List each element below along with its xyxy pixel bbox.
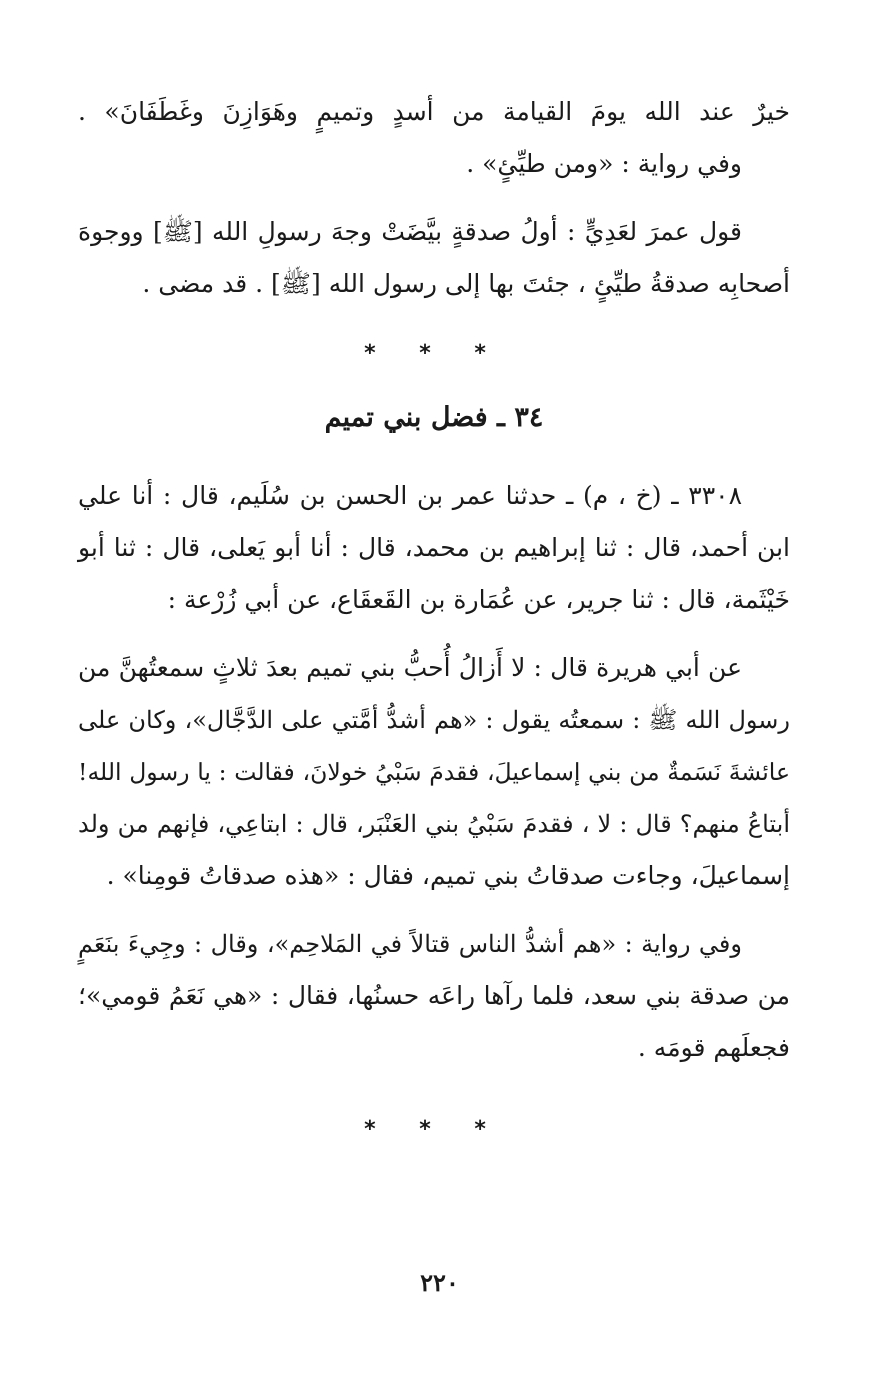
- riwaya-block: [78, 918, 790, 1074]
- section-separator: * * *: [364, 1117, 504, 1142]
- page-body: [78, 86, 790, 1150]
- intro-block: [78, 86, 790, 310]
- section-heading: ٣٤ ـ فضل بني تميم: [324, 402, 544, 433]
- riwaya-line: فجعلَهم قومَه .: [637, 1033, 790, 1062]
- hadith-line: أبتاعُ منهم؟ قال : لا ، فقدمَ سَبْيُ بني العَنْبَر، قال : ابتاعِي، فإنهم من ولد: [78, 810, 790, 838]
- hadith-line: عن أبي هريرة قال : لا أَزالُ أُحبُّ بني تميم بعدَ ثلاثٍ سمعتُهنَّ من: [78, 653, 742, 682]
- chain-line: خَيْثَمة، قال : ثنا جرير، عن عُمَارة بن القَعقَاع، عن أبي زُرْعة :: [167, 585, 790, 614]
- chain-line: ابن أحمد، قال : ثنا إبراهيم بن محمد، قال : أنا أبو يَعلى، قال : ثنا أبو: [78, 533, 790, 562]
- intro-line: أصحابِه صدقةُ طيِّئٍ ، جئتَ بها إلى رسول الله [ﷺ] . قد مضى .: [142, 269, 790, 298]
- hadith-text: [78, 642, 790, 902]
- hadith-line: عائشةَ نَسَمةٌ من بني إسماعيلَ، فقدمَ سَبْيُ خولانَ، فقالت : يا رسول الله!: [78, 758, 790, 786]
- hadith-line: إسماعيلَ، وجاءت صدقاتُ بني تميم، فقال : «هذه صدقاتُ قومِنا» .: [106, 861, 790, 890]
- section-separator: * * *: [364, 341, 504, 366]
- intro-line: قول عمرَ لعَدِيٍّ : أولُ صدقةٍ بيَّضَتْ وجهَ رسولِ الله [ﷺ] ووجوهَ: [78, 217, 742, 246]
- riwaya-line: وفي رواية : «ومن طيِّئٍ» .: [466, 149, 742, 178]
- hadith-line: رسول الله ﷺ : سمعتُه يقول : «هم أشدُّ أمَّتي على الدَّجَّال»، وكان على: [78, 706, 790, 734]
- riwaya-line: وفي رواية : «هم أشدُّ الناس قتالاً في المَلاحِم»، وقال : وجِيءَ بنَعَمٍ: [78, 930, 742, 958]
- chain-line: ٣٣٠٨ ـ (خ ، م) ـ حدثنا عمر بن الحسن بن سُلَيم، قال : أنا علي: [78, 481, 742, 510]
- riwaya-line: من صدقة بني سعد، فلما رآها راعَه حسنُها، فقال : «هي نَعَمُ قومي»؛: [78, 981, 790, 1010]
- page-number: ٢٢٠: [420, 1268, 459, 1297]
- intro-line: خيرٌ عند الله يومَ القيامة من أسدٍ وتميمٍ وهَوَازِنَ وغَطَفَانَ» .: [78, 97, 790, 126]
- hadith-chain: [78, 470, 790, 626]
